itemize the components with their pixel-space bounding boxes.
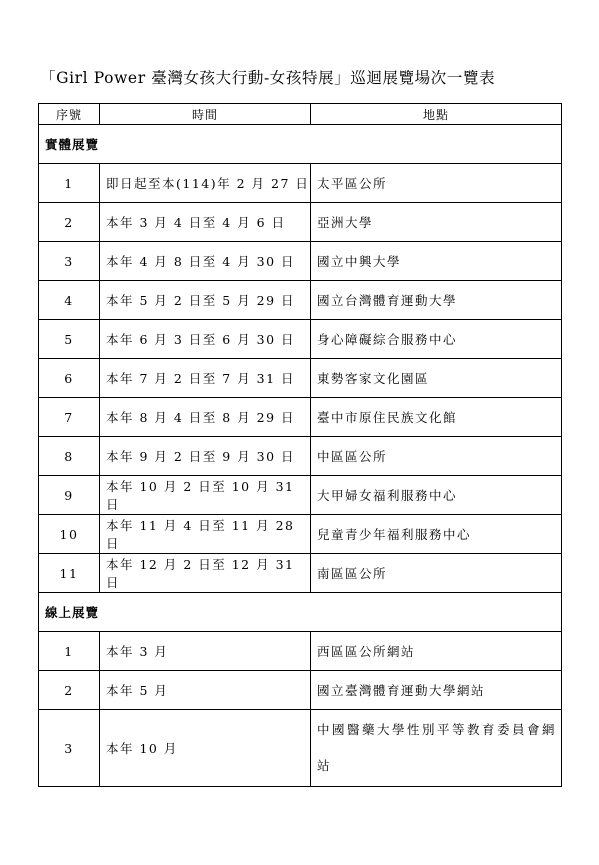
section-row [39,593,562,632]
table-row [39,632,562,671]
cell-time: 本年 5 月 2 日至 5 月 29 日 [100,281,311,320]
cell-no: 3 [39,242,100,281]
cell-no: 2 [39,203,100,242]
table-row [39,359,562,398]
cell-no: 4 [39,281,100,320]
cell-place: 太平區公所 [311,164,562,203]
page-title: 「Girl Power 臺灣女孩大行動-女孩特展」巡迴展覽場次一覽表 [40,69,496,87]
table-row [39,437,562,476]
cell-no: 1 [39,632,100,671]
cell-no: 5 [39,320,100,359]
cell-time: 本年 10 月 2 日至 10 月 31 日 [100,476,311,515]
cell-place: 臺中市原住民族文化館 [311,398,562,437]
table-row [39,398,562,437]
cell-place-text: 中國醫藥大學性別平等教育委員會網站 [317,722,558,773]
cell-time: 本年 9 月 2 日至 9 月 30 日 [100,437,311,476]
cell-no: 11 [39,554,100,593]
cell-no: 3 [39,710,100,787]
table-row [39,281,562,320]
cell-time: 本年 10 月 [100,710,311,787]
table-row [39,554,562,593]
table-row [39,515,562,554]
cell-time: 本年 12 月 2 日至 12 月 31 日 [100,554,311,593]
cell-no: 2 [39,671,100,710]
table-row [39,476,562,515]
cell-no: 1 [39,164,100,203]
cell-place: 亞洲大學 [311,203,562,242]
section-row [39,125,562,164]
cell-place: 西區區公所網站 [311,632,562,671]
cell-place: 南區區公所 [311,554,562,593]
cell-place: 大甲婦女福利服務中心 [311,476,562,515]
table-row [39,164,562,203]
cell-place: 國立臺灣體育運動大學網站 [311,671,562,710]
table-row [39,710,562,787]
header-no: 序號 [39,104,100,125]
cell-time: 本年 7 月 2 日至 7 月 31 日 [100,359,311,398]
cell-place: 東勢客家文化園區 [311,359,562,398]
cell-place [311,710,562,787]
table-row [39,203,562,242]
cell-place: 中區區公所 [311,437,562,476]
section-label: 實體展覽 [39,125,562,164]
cell-time: 本年 3 月 4 日至 4 月 6 日 [100,203,311,242]
cell-no: 8 [39,437,100,476]
section-label: 線上展覽 [39,593,562,632]
cell-place: 兒童青少年福利服務中心 [311,515,562,554]
cell-place: 國立台灣體育運動大學 [311,281,562,320]
cell-place: 身心障礙綜合服務中心 [311,320,562,359]
exhibition-schedule-table [38,103,562,787]
header-place: 地點 [311,104,562,125]
cell-time: 即日起至本(114)年 2 月 27 日 [100,164,311,203]
table-row [39,671,562,710]
cell-time: 本年 5 月 [100,671,311,710]
cell-no: 6 [39,359,100,398]
cell-place: 國立中興大學 [311,242,562,281]
cell-time: 本年 6 月 3 日至 6 月 30 日 [100,320,311,359]
cell-time: 本年 11 月 4 日至 11 月 28 日 [100,515,311,554]
cell-time: 本年 4 月 8 日至 4 月 30 日 [100,242,311,281]
cell-no: 9 [39,476,100,515]
cell-no: 7 [39,398,100,437]
cell-time: 本年 8 月 4 日至 8 月 29 日 [100,398,311,437]
cell-time: 本年 3 月 [100,632,311,671]
header-time: 時間 [100,104,311,125]
cell-no: 10 [39,515,100,554]
table-row [39,320,562,359]
table-row [39,242,562,281]
header-row [39,104,562,125]
